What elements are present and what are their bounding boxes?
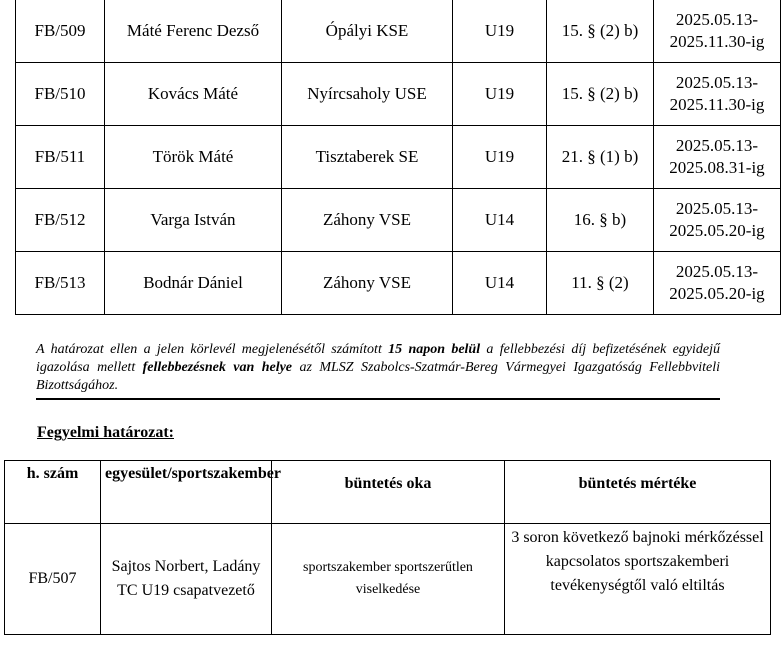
player-name: Bodnár Dániel [105, 252, 282, 315]
case-number: FB/507 [5, 524, 101, 635]
player-name: Varga István [105, 189, 282, 252]
club-name: Ópályi KSE [282, 0, 453, 63]
section-divider [36, 398, 720, 400]
club-name: Záhony VSE [282, 189, 453, 252]
ban-period [654, 63, 781, 126]
row-id: FB/512 [16, 189, 105, 252]
row-id: FB/510 [16, 63, 105, 126]
rule-section: 15. § (2) b) [547, 0, 654, 63]
disciplinary-row [5, 524, 771, 635]
case-penalty: 3 soron következő bajnoki mérkőzéssel kapcsolatos sportszakemberi tevékenységtől való eltiltás [505, 524, 771, 635]
disciplinary-header-row [5, 461, 771, 524]
rule-section: 16. § b) [547, 189, 654, 252]
age-group: U19 [453, 63, 547, 126]
ban-period [654, 0, 781, 63]
player-name: Máté Ferenc Dezső [105, 0, 282, 63]
period-end: 2025.11.30-ig [669, 32, 765, 51]
case-entity: Sajtos Norbert, Ladány TC U19 csapatvezető [101, 524, 272, 635]
period-start: 2025.05.13- [675, 10, 759, 29]
disciplinary-table [4, 460, 771, 635]
period-start: 2025.05.13- [675, 73, 759, 92]
appeal-right: fellebbezésnek van helye [142, 360, 293, 375]
period-start: 2025.05.13- [675, 262, 759, 281]
club-name: Záhony VSE [282, 252, 453, 315]
appeal-deadline: 15 napon belül [388, 342, 481, 357]
row-id: FB/513 [16, 252, 105, 315]
player-name: Török Máté [105, 126, 282, 189]
row-id: FB/511 [16, 126, 105, 189]
period-start: 2025.05.13- [675, 136, 759, 155]
row-id: FB/509 [16, 0, 105, 63]
case-reason: sportszakember sportszerűtlen viselkedése [272, 524, 505, 635]
disciplinary-title: Fegyelmi határozat: [37, 424, 174, 441]
appeal-text-3: az MLSZ Szabolcs-Szatmár-Bereg Vármegyei Igazgatóság Fellebbviteli Bizottságához. [36, 360, 720, 393]
table-row [16, 252, 781, 315]
age-group: U19 [453, 0, 547, 63]
period-end: 2025.05.20-ig [669, 284, 765, 303]
appeal-text-1: A határozat ellen a jelen körlevél megjelenésétől számított [36, 342, 389, 357]
period-end: 2025.05.20-ig [669, 221, 765, 240]
header-entity: egyesület/sportszakember [101, 461, 272, 524]
table-row [16, 189, 781, 252]
appeal-text-2: a fellebbezési díj befizetésének egyidejű igazolása mellett [36, 342, 720, 375]
table-row [16, 126, 781, 189]
header-reason: büntetés oka [272, 461, 505, 524]
rule-section: 21. § (1) b) [547, 126, 654, 189]
ban-period [654, 189, 781, 252]
results-table-body [16, 0, 781, 315]
table-row [16, 0, 781, 63]
results-table [15, 0, 781, 315]
age-group: U19 [453, 126, 547, 189]
period-end: 2025.11.30-ig [669, 95, 765, 114]
age-group: U14 [453, 189, 547, 252]
rule-section: 11. § (2) [547, 252, 654, 315]
club-name: Tisztaberek SE [282, 126, 453, 189]
age-group: U14 [453, 252, 547, 315]
ban-period [654, 252, 781, 315]
player-name: Kovács Máté [105, 63, 282, 126]
header-penalty: büntetés mértéke [505, 461, 771, 524]
appeal-notice [36, 341, 720, 395]
period-start: 2025.05.13- [675, 199, 759, 218]
table-row [16, 63, 781, 126]
ban-period [654, 126, 781, 189]
rule-section: 15. § (2) b) [547, 63, 654, 126]
period-end: 2025.08.31-ig [669, 158, 765, 177]
club-name: Nyírcsaholy USE [282, 63, 453, 126]
header-number: h. szám [5, 461, 101, 524]
